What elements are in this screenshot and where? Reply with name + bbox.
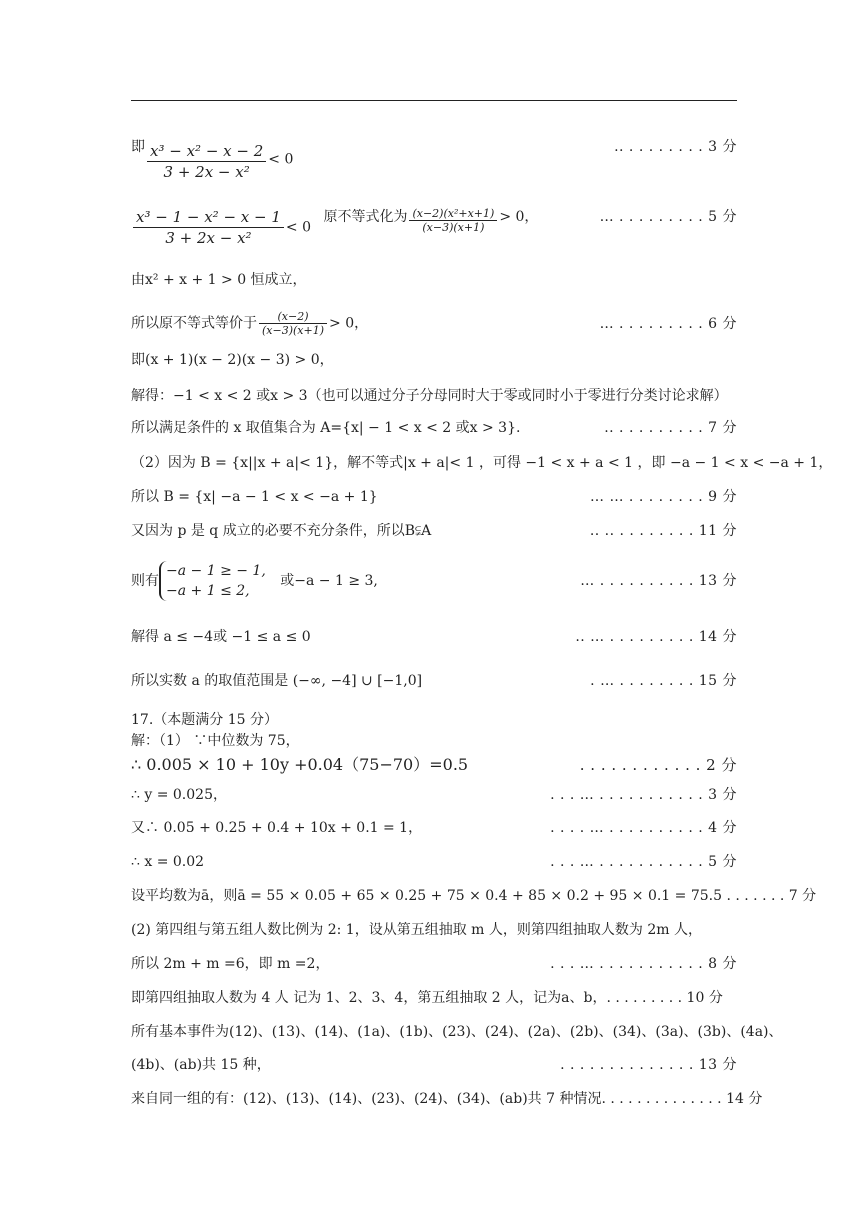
- line-text: (4b)、(ab)共 15 种，: [131, 1057, 271, 1073]
- score-mark: .. .. . . . . . . . . 11 分: [589, 523, 737, 539]
- line-text: ∴ y = 0.025，: [131, 787, 227, 803]
- solution-line: [131, 270, 737, 290]
- solution-line: [131, 954, 737, 974]
- score-mark: . . . … . . . . . . . . . . . 3 分: [550, 787, 737, 803]
- line-text: 解得：−1 < x < 2 或x > 3（也可以通过分子分母同时大于零或同时小于零进行分类讨论求解）: [131, 388, 728, 404]
- line-text: 所以 B = {x| −a − 1 < x < −a + 1}: [131, 489, 378, 505]
- line-text: 即第四组抽取人数为 4 人 记为 1、2、3、4，第五组抽取 2 人，记为a、b，. . . . . . . . . 10 分: [131, 990, 723, 1006]
- solution-line: [131, 487, 737, 507]
- line-text: 所以满足条件的 x 取值集合为 A={x| − 1 < x < 2 或x > 3}.: [131, 420, 521, 436]
- score-mark: . . . . . . . . . . . . 2 分: [579, 756, 737, 774]
- line-text: ∴ 0.005 × 10 + 10y +0.04（75−70）=0.5: [131, 755, 469, 774]
- line-text: 又因为 p 是 q 成立的必要不充分条件，所以B⫋A: [131, 523, 432, 539]
- header-rule: [131, 100, 737, 101]
- score-mark: . . . . . . . . . . . . . . 13 分: [560, 1057, 737, 1073]
- line-text: 或−a − 1 ≥ 3,: [280, 573, 378, 589]
- solution-line: [131, 418, 737, 438]
- line-text: 17.（本题满分 15 分）: [131, 712, 278, 728]
- solution-line: [131, 731, 737, 751]
- relation: < 0: [285, 219, 312, 236]
- line-text: 原不等式化为: [323, 209, 408, 225]
- line-text: (2) 第四组与第五组人数比例为 2: 1，设从第五组抽取 m 人，则第四组抽取人数为 2m 人，: [131, 922, 702, 938]
- solution-line: [131, 818, 737, 838]
- line-text: 解得 a ≤ −4或 −1 ≤ a ≤ 0: [131, 629, 311, 645]
- numerator: (x−2): [259, 310, 327, 324]
- equation-system: [159, 561, 266, 601]
- solution-line: [131, 785, 737, 805]
- line-text: 又∴ 0.05 + 0.25 + 0.4 + 10x + 0.1 = 1，: [131, 820, 423, 836]
- solution-line: [131, 1089, 763, 1109]
- solution-line: [131, 886, 817, 906]
- line-text: 即(x + 1)(x − 2)(x − 3) > 0，: [131, 352, 334, 368]
- solution-line: [131, 386, 737, 406]
- line-text: （2）因为 B = {x||x + a|< 1}，解不等式|x + a|< 1 ，可得 −1 < x + a < 1 ，即 −a − 1 < x < −a + 1，: [131, 455, 833, 471]
- solution-line: [131, 755, 737, 775]
- solution-line: [131, 521, 737, 541]
- line-text: 设平均数为ā，则ā = 55 × 0.05 + 65 × 0.25 + 75 × 0.4 + 85 × 0.2 + 95 × 0.1 = 75.5 . . . . . . . 7 分: [131, 888, 817, 904]
- score-mark: .. . . . . . . . . . 7 分: [604, 420, 737, 436]
- system-row: −a + 1 ≤ 2,: [166, 583, 250, 599]
- solution-line: [131, 627, 737, 647]
- relation: > 0，: [499, 209, 539, 225]
- line-text: 所有基本事件为(12)、(13)、(14)、(1a)、(1b)、(23)、(24)、(2a)、(2b)、(34)、(3a)、(3b)、(4a)、: [131, 1024, 783, 1040]
- score-mark: . . . … . . . . . . . . . . . 8 分: [550, 956, 737, 972]
- relation: > 0，: [329, 315, 369, 332]
- solution-line: [131, 310, 737, 337]
- line-prefix: 即: [131, 139, 145, 155]
- line-text: 由x² + x + 1 > 0 恒成立，: [131, 272, 307, 288]
- fraction: [259, 310, 327, 337]
- fraction: [133, 207, 284, 248]
- solution-line: [131, 137, 737, 182]
- fraction: [409, 207, 497, 234]
- denominator: 3 + 2x − x²: [163, 163, 250, 181]
- line-text: ∴ x = 0.02: [131, 854, 205, 870]
- score-mark: .. … . . . . . . . . . 14 分: [575, 629, 737, 645]
- solution-line: [131, 920, 737, 940]
- solution-line: [131, 207, 737, 248]
- solution-line: [131, 556, 737, 606]
- line-prefix: 则有: [131, 573, 159, 589]
- score-mark: … . . . . . . . . . . 13 分: [580, 573, 737, 589]
- score-mark: … . . . . . . . . . 5 分: [599, 209, 737, 225]
- score-mark: . . . … . . . . . . . . . . . 5 分: [550, 854, 737, 870]
- denominator: (x−3)(x+1): [422, 221, 485, 234]
- numerator: x³ − x² − x − 2: [147, 141, 266, 162]
- relation: < 0: [268, 151, 294, 168]
- denominator: 3 + 2x − x²: [165, 229, 252, 247]
- solution-line: [131, 453, 833, 473]
- numerator: x³ − 1 − x² − x − 1: [133, 207, 284, 228]
- score-mark: … . . . . . . . . . 6 分: [599, 316, 737, 332]
- line-text: 所以原不等式等价于: [131, 315, 257, 332]
- line-text: 解：（1） ∵中位数为 75，: [131, 733, 300, 749]
- section-heading: [131, 710, 737, 730]
- score-mark: … … . . . . . . . . 9 分: [590, 489, 737, 505]
- fraction: [147, 141, 266, 182]
- denominator: (x−3)(x+1): [262, 324, 325, 337]
- system-row: −a − 1 ≥ − 1,: [166, 563, 266, 579]
- score-mark: . . . . … . . . . . . . . . . 4 分: [550, 820, 737, 836]
- solution-line: [131, 350, 737, 370]
- line-text: 来自同一组的有：(12)、(13)、(14)、(23)、(24)、(34)、(ab)共 7 种情况. . . . . . . . . . . . . . 14 分: [131, 1091, 763, 1107]
- solution-line: [131, 671, 737, 691]
- solution-line: [131, 852, 737, 872]
- solution-line: [131, 988, 737, 1008]
- numerator: (x−2)(x²+x+1): [409, 207, 497, 221]
- score-mark: .. . . . . . . . . 3 分: [614, 139, 737, 155]
- line-text: 所以 2m + m =6，即 m =2，: [131, 956, 330, 972]
- solution-line: [131, 1055, 737, 1075]
- solution-line: [131, 1022, 783, 1042]
- score-mark: . … . . . . . . . . 15 分: [590, 673, 737, 689]
- line-text: 所以实数 a 的取值范围是 (−∞, −4] ∪ [−1,0]: [131, 673, 423, 689]
